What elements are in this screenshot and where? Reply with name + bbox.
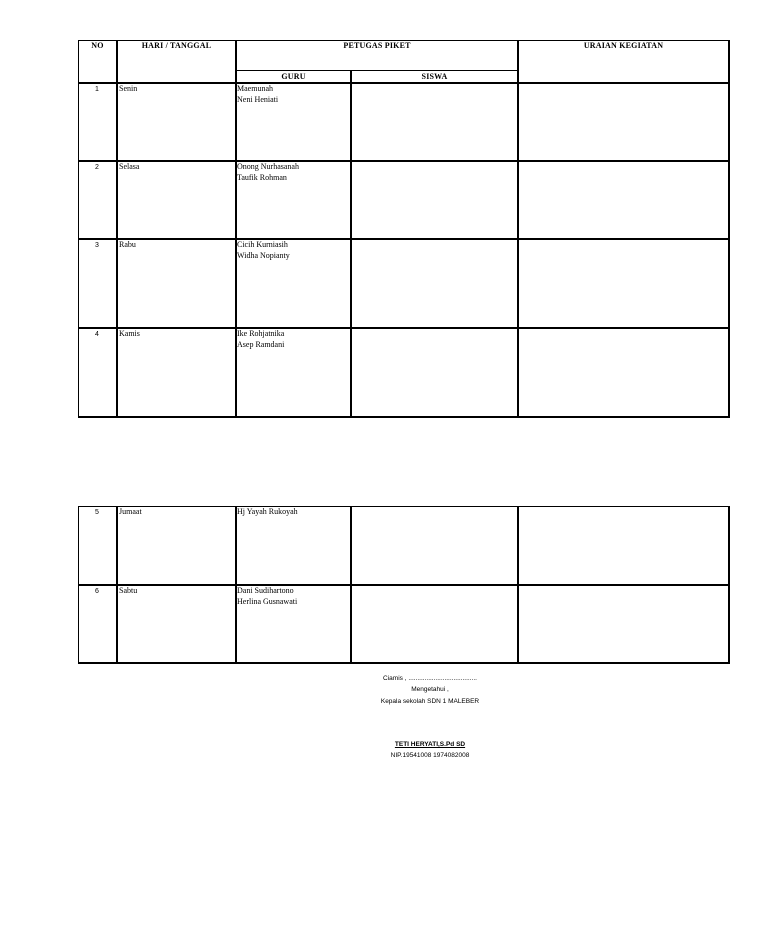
header-hari-tanggal: HARI / TANGGAL xyxy=(141,41,212,50)
row-guru: Onong Nurhasanah Taufik Rohman xyxy=(237,162,299,182)
row-guru: Ike Rohjatnika Asep Ramdani xyxy=(237,329,285,349)
header-siswa: SISWA xyxy=(421,72,448,81)
row-hari: Senin xyxy=(119,84,138,93)
row-guru: Hj Yayah Rukoyah xyxy=(237,507,298,516)
row-no: 1 xyxy=(95,86,99,93)
header-guru: GURU xyxy=(281,72,306,81)
acknowledged-label: Mengetahui , xyxy=(411,686,449,693)
row-no: 6 xyxy=(95,588,99,595)
row-no: 4 xyxy=(95,331,99,338)
row-no: 2 xyxy=(95,164,99,171)
row-hari: Rabu xyxy=(119,240,136,249)
row-guru: Maemunah Neni Heniati xyxy=(237,84,279,104)
principal-name: TETI HERYATI,S.Pd SD xyxy=(394,741,466,748)
row-guru: Dani Sudihartono Herlina Gusnawati xyxy=(237,586,298,606)
principal-position: Kepala sekolah SDN 1 MALEBER xyxy=(380,698,480,705)
header-uraian-kegiatan: URAIAN KEGIATAN xyxy=(583,41,664,50)
row-guru: Cicih Kurniasih Widha Nopianty xyxy=(237,240,290,260)
header-no: NO xyxy=(91,41,104,50)
row-no: 5 xyxy=(95,509,99,516)
place-date: Ciamis , ...................................... xyxy=(383,675,477,682)
row-hari: Selasa xyxy=(119,162,140,171)
principal-nip: NIP.19541008 1974082008 xyxy=(390,752,470,759)
row-hari: Kamis xyxy=(119,329,140,338)
row-no: 3 xyxy=(95,242,99,249)
row-hari: Jumaat xyxy=(119,507,142,516)
header-petugas-piket: PETUGAS PIKET xyxy=(343,41,411,50)
row-hari: Sabtu xyxy=(119,586,138,595)
